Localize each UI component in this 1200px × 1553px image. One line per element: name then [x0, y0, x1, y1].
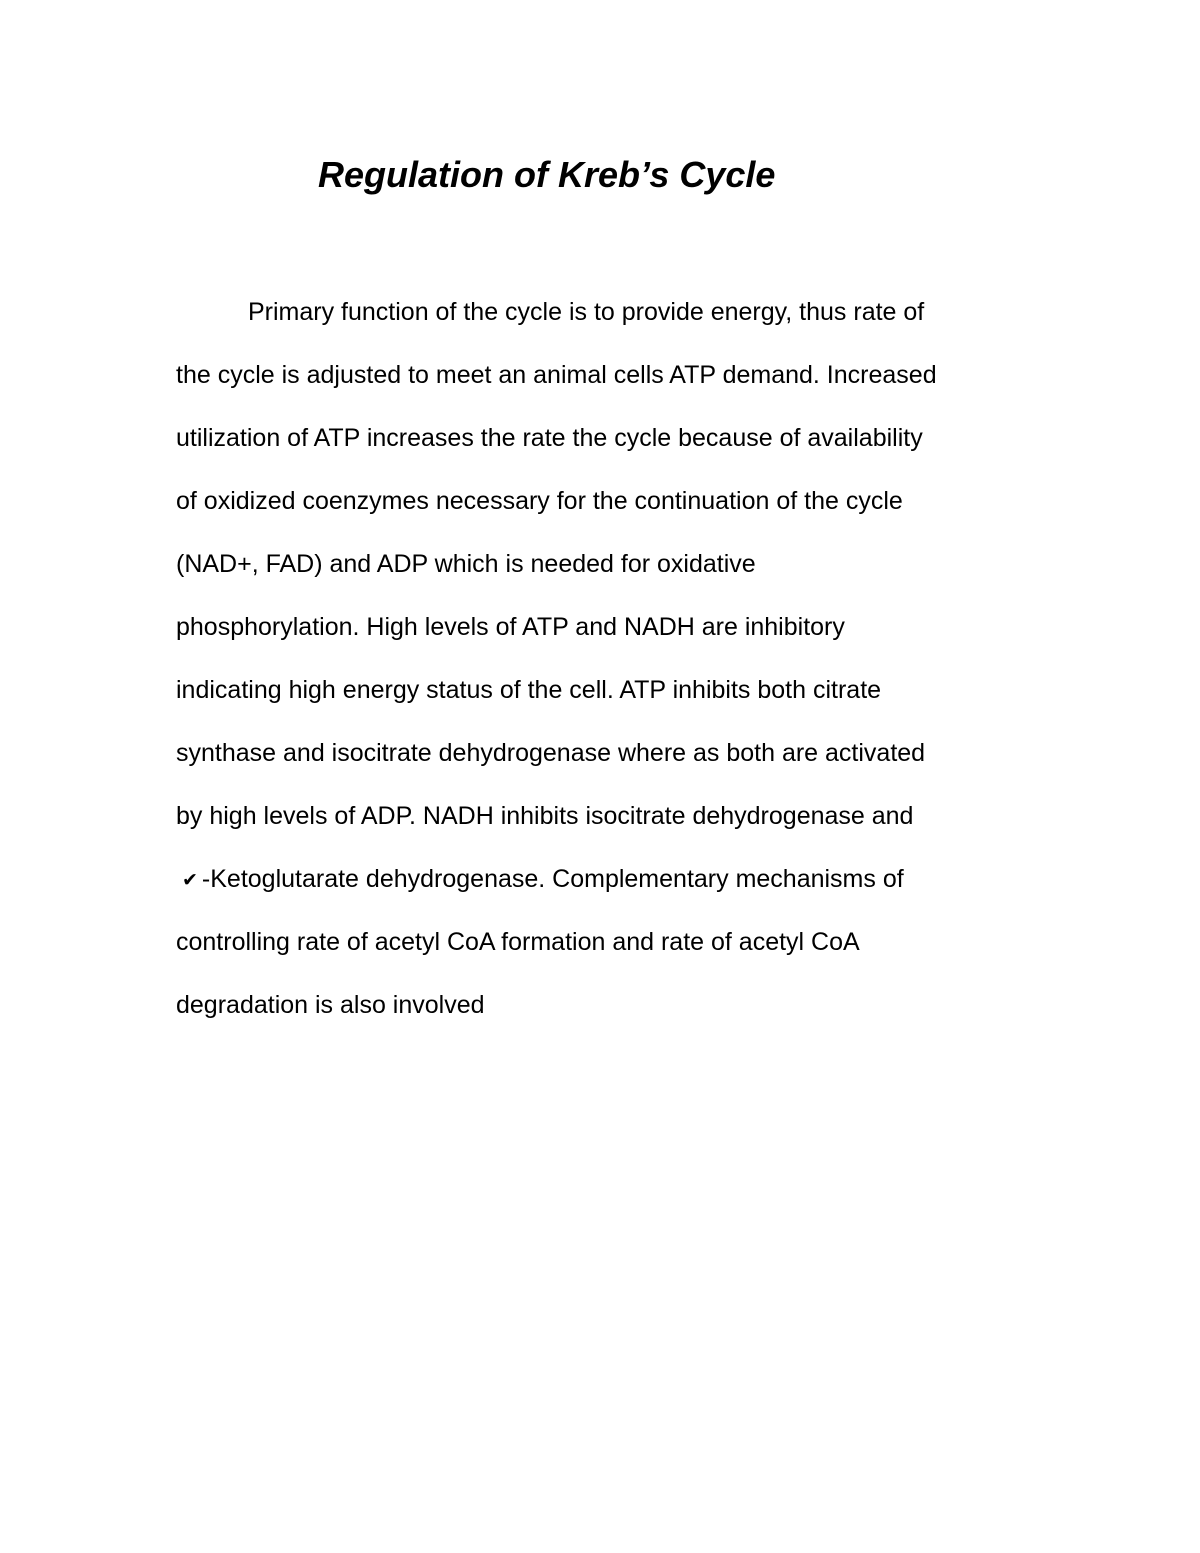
paragraph-line: indicating high energy status of the cell. ATP inhibits both citrate	[176, 676, 882, 704]
paragraph-line: (NAD+, FAD) and ADP which is needed for oxidative	[176, 550, 756, 578]
alpha-symbol-icon: ✔	[182, 869, 198, 891]
paragraph-line-alpha	[176, 862, 904, 897]
paragraph-line: the cycle is adjusted to meet an animal cells ATP demand. Increased	[176, 361, 937, 389]
paragraph-line: by high levels of ADP. NADH inhibits isocitrate dehydrogenase and	[176, 802, 914, 830]
page-title: Regulation of Kreb’s Cycle	[318, 154, 776, 195]
paragraph-line: phosphorylation. High levels of ATP and NADH are inhibitory	[176, 613, 845, 641]
paragraph-line: utilization of ATP increases the rate the cycle because of availability	[176, 424, 923, 452]
paragraph-line: degradation is also involved	[176, 991, 485, 1019]
paragraph-line: controlling rate of acetyl CoA formation and rate of acetyl CoA	[176, 928, 860, 956]
paragraph-line-text: -Ketoglutarate dehydrogenase. Complementary mechanisms of	[201, 865, 904, 893]
paragraph-line: of oxidized coenzymes necessary for the continuation of the cycle	[176, 487, 903, 515]
paragraph-line: Primary function of the cycle is to provide energy, thus rate of	[248, 298, 925, 326]
paragraph-line: synthase and isocitrate dehydrogenase where as both are activated	[176, 739, 926, 767]
